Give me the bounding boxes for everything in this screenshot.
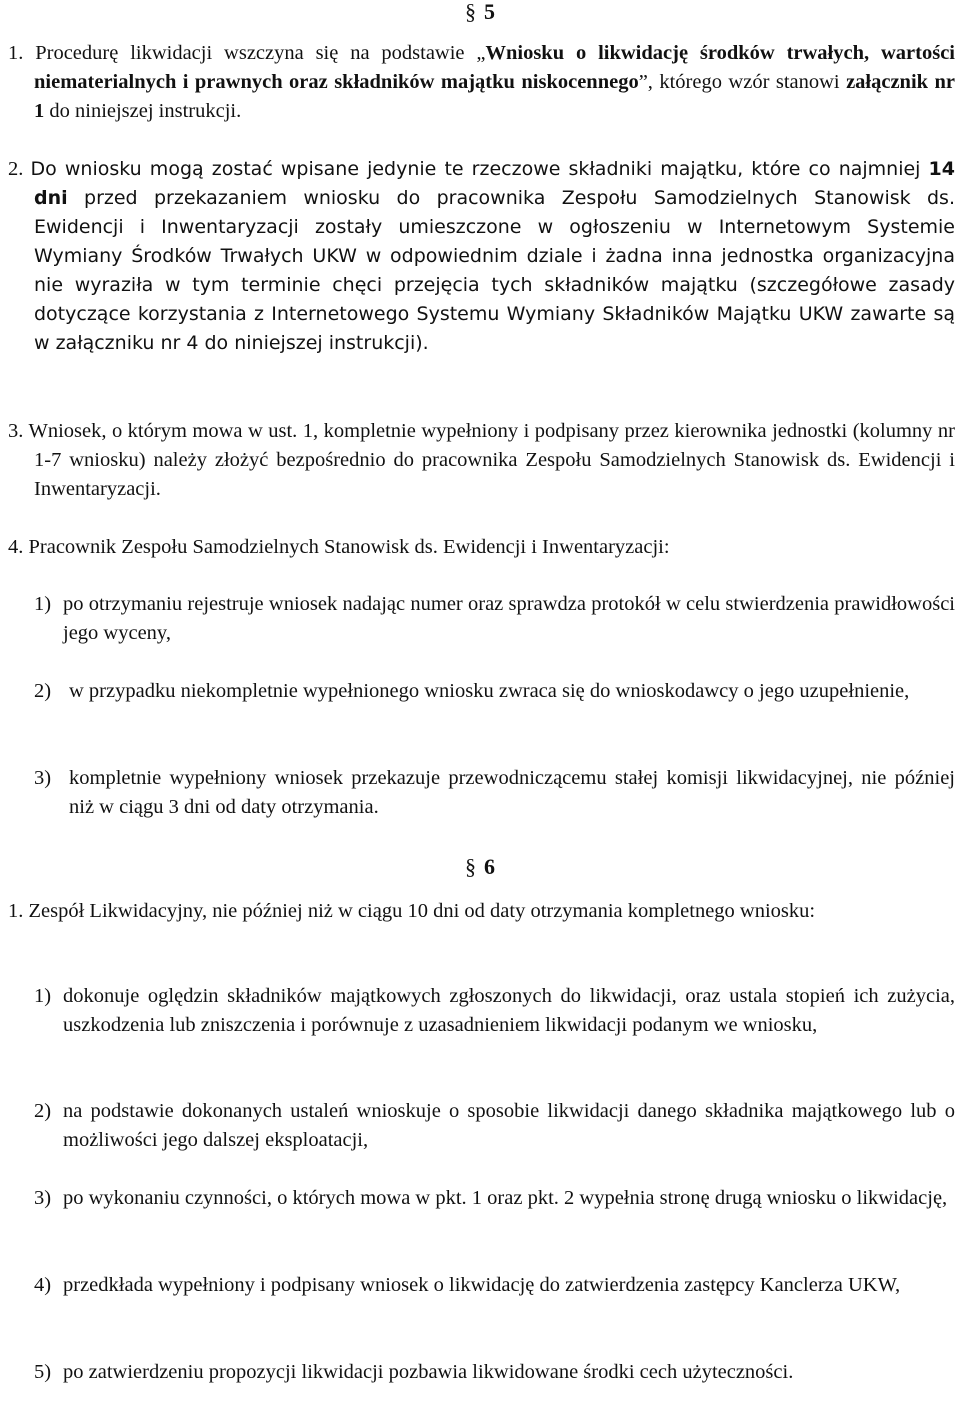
section-6-paragraph-1 (8, 897, 955, 926)
list-item-label: 2) (34, 680, 52, 702)
list-item-text: przedkłada wypełniony i podpisany wniosek o likwidację do zatwierdzenia zastępcy Kanclerza UKW, (63, 1274, 901, 1296)
list-item-text: po wykonaniu czynności, o których mowa w pkt. 1 oraz pkt. 2 wypełnia stronę drugą wniosku o likwidację, (63, 1187, 948, 1209)
section-5-paragraph-3 (8, 417, 955, 504)
paragraph-number: 2. (8, 158, 24, 180)
paragraph-number: 1. (8, 900, 24, 922)
list-item (34, 982, 955, 1040)
list-item-label: 3) (34, 1187, 52, 1209)
paragraph-text: przed przekazaniem wniosku do pracownika Zespołu Samodzielnych Stanowisk ds. Ewidencji i Inwentaryzacji zostały umieszczone w ogłoszeniu w Internetowym Systemie Wymiany Środków Trwałych UKW w odpowiednim dziale i żadna inna jednostka organizacyjna nie wyraziła w tym terminie chęci przejęcia tych składników majątku (szczegółowe zasady dotyczące korzystania z Internetowego Systemu Wymiany Składników Majątku UKW zawarte są w załączniku nr 4 do niniejszej instrukcji). (34, 187, 955, 354)
list-item-text: po zatwierdzeniu propozycji likwidacji pozbawia likwidowane środki cech użyteczności. (63, 1361, 794, 1383)
section-sign: § (465, 854, 476, 879)
paragraph-number: 1. (8, 42, 24, 64)
section-6-heading (0, 852, 960, 881)
list-item (34, 1184, 955, 1213)
paragraph-number: 3. (8, 420, 24, 442)
list-item-text: na podstawie dokonanych ustaleń wnioskuje o sposobie likwidacji danego składnika majątkowego lub o możliwości jego dalszej eksploatacji, (63, 1100, 955, 1151)
paragraph-text: Wniosek, o którym mowa w ust. 1, kompletnie wypełniony i podpisany przez kierownika jednostki (kolumny nr 1-7 wniosku) należy złożyć bezpośrednio do pracownika Zespołu Samodzielnych Stanowisk ds. Ewidencji i Inwentaryzacji. (28, 420, 955, 500)
paragraph-text: ”, którego wzór stanowi (638, 71, 847, 93)
paragraph-text: do niniejszej instrukcji. (44, 100, 242, 122)
list-item-label: 4) (34, 1274, 52, 1296)
list-item (34, 590, 955, 648)
paragraph-text: Procedurę likwidacji wszczyna się na podstawie „ (35, 42, 486, 64)
list-item-label: 1) (34, 593, 52, 615)
list-item-label: 2) (34, 1100, 52, 1122)
section-sign: § (465, 0, 476, 24)
attachment-reference: załącznik nr 1 (34, 71, 955, 122)
deadline-days: 14 dni (34, 158, 955, 209)
paragraph-text: Do wniosku mogą zostać wpisane jedynie te rzeczowe składniki majątku, które co najmniej (30, 158, 929, 180)
list-item-text: w przypadku niekompletnie wypełnionego wniosku zwraca się do wnioskodawcy o jego uzupełnienie, (69, 680, 910, 702)
document-title-reference: Wniosku o likwidację środków trwałych, wartości niematerialnych i prawnych oraz składników majątku niskocennego (34, 42, 955, 93)
list-item-text: kompletnie wypełniony wniosek przekazuje przewodniczącemu stałej komisji likwidacyjnej, nie później niż w ciągu 3 dni od daty otrzymania. (69, 767, 955, 818)
list-item-label: 5) (34, 1361, 52, 1383)
list-item (34, 764, 955, 822)
paragraph-text: Pracownik Zespołu Samodzielnych Stanowisk ds. Ewidencji i Inwentaryzacji: (28, 536, 670, 558)
section-5-paragraph-2 (8, 155, 955, 358)
section-number: 6 (484, 854, 495, 879)
section-5-paragraph-1 (8, 39, 955, 126)
list-item (34, 1097, 955, 1155)
list-item-label: 3) (34, 767, 52, 789)
list-item-text: po otrzymaniu rejestruje wniosek nadając numer oraz sprawdza protokół w celu stwierdzenia prawidłowości jego wyceny, (63, 593, 955, 644)
section-5-heading (0, 0, 960, 26)
paragraph-number: 4. (8, 536, 24, 558)
section-number: 5 (484, 0, 495, 24)
paragraph-text: Zespół Likwidacyjny, nie później niż w ciągu 10 dni od daty otrzymania kompletnego wniosku: (28, 900, 816, 922)
section-5-paragraph-4 (8, 533, 955, 562)
list-item (34, 1358, 955, 1387)
list-item-label: 1) (34, 985, 52, 1007)
list-item (34, 677, 955, 706)
list-item (34, 1271, 955, 1300)
list-item-text: dokonuje oględzin składników majątkowych zgłoszonych do likwidacji, oraz ustala stopień ich zużycia, uszkodzenia lub zniszczenia i porównuje z uzasadnieniem likwidacji podanym we wniosku, (63, 985, 955, 1036)
